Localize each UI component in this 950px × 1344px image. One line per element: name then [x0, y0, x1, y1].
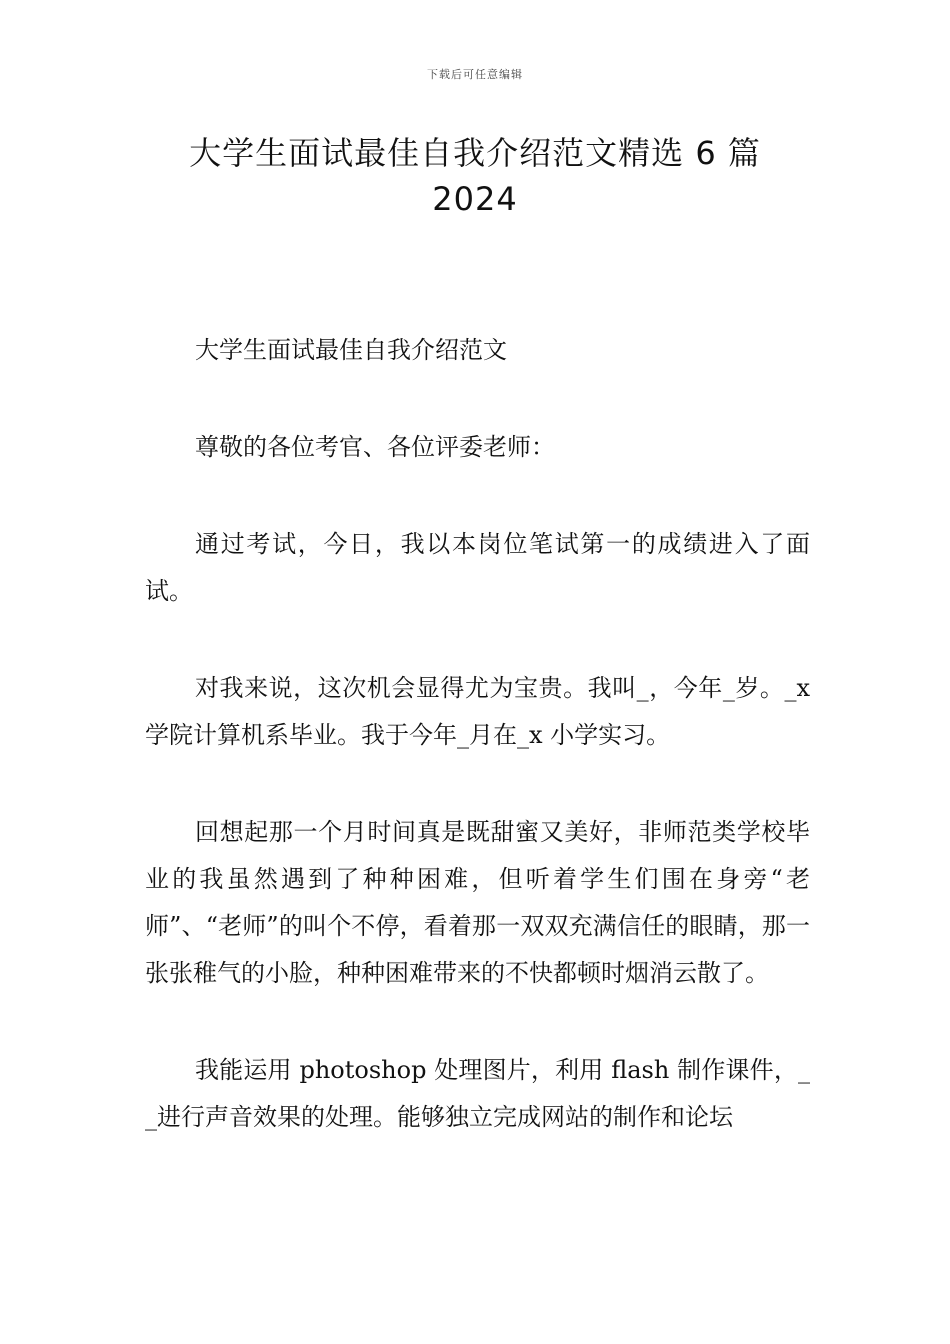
paragraph: 我能运用 photoshop 处理图片，利用 flash 制作课件，__进行声音效果的处理。能够独立完成网站的制作和论坛: [145, 1056, 810, 1131]
title-line-1: 大学生面试最佳自我介绍范文精选 6 篇: [189, 134, 761, 172]
paragraph: 对我来说，这次机会显得尤为宝贵。我叫_，今年_岁。_x 学院计算机系毕业。我于今年_月在_x 小学实习。: [145, 674, 810, 749]
paragraph: 回想起那一个月时间真是既甜蜜又美好，非师范类学校毕业的我虽然遇到了种种困难，但听着学生们围在身旁“老师”、“老师”的叫个不停，看着那一双双充满信任的眼睛，那一张张稚气的小脸，种种困难带来的不快都顿时烟消云散了。: [145, 818, 810, 987]
paragraph-salutation: 尊敬的各位考官、各位评委老师：: [195, 433, 555, 461]
title-line-2: 2024: [432, 180, 518, 218]
paragraph-heading: 大学生面试最佳自我介绍范文: [195, 336, 507, 364]
document-body: [145, 327, 810, 1191]
document-title: [120, 130, 830, 222]
header-note: 下载后可任意编辑: [427, 68, 523, 81]
paragraph: 通过考试，今日，我以本岗位笔试第一的成绩进入了面试。: [145, 530, 810, 605]
